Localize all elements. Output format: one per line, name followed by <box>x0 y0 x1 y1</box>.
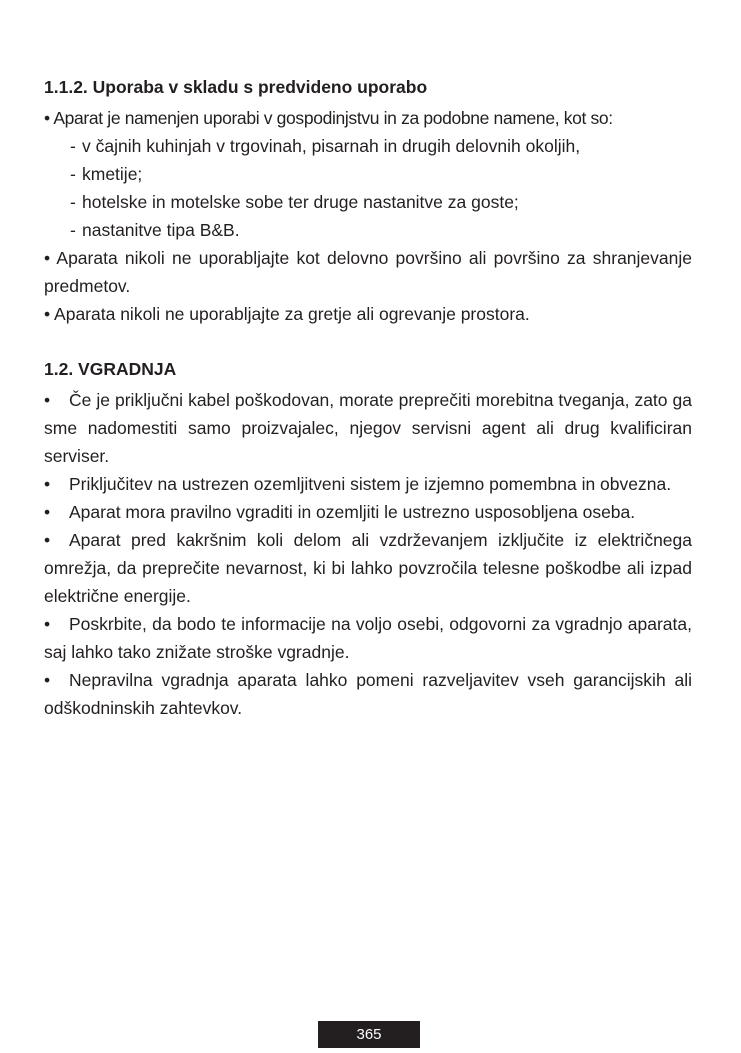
dash-icon: - <box>70 164 76 184</box>
list-item: - v čajnih kuhinjah v trgovinah, pisarnah in drugih delovnih okoljih, <box>44 132 692 160</box>
dash-icon: - <box>70 220 76 240</box>
paragraph: • Aparat pred kakršnim koli delom ali vzdrževanjem izključite iz električnega omrežja, da preprečite nevarnost, ki bi lahko povzročila telesne poškodbe ali izpad električne energije. <box>44 526 692 610</box>
bullet-icon: • <box>44 304 51 324</box>
bullet-icon: • <box>44 390 51 410</box>
intro-text: Aparat je namenjen uporabi v gospodinjstvu in za podobne namene, kot so: <box>53 108 613 128</box>
intro-paragraph <box>44 104 692 132</box>
paragraph: • Aparata nikoli ne uporabljajte za gretje ali ogrevanje prostora. <box>44 300 692 328</box>
list-item: - hotelske in motelske sobe ter druge nastanitve za goste; <box>44 188 692 216</box>
paragraph: • Nepravilna vgradnja aparata lahko pomeni razveljavitev vseh garancijskih ali odškodninskih zahtevkov. <box>44 666 692 722</box>
document-page <box>44 76 692 722</box>
paragraph: • Priključitev na ustrezen ozemljitveni sistem je izjemno pomembna in obvezna. <box>44 470 692 498</box>
bullet-icon: • <box>44 474 51 494</box>
paragraph: • Če je priključni kabel poškodovan, morate preprečiti morebitna tveganja, zato ga sme nadomestiti samo proizvajalec, njegov servisni agent ali drug kvalificiran serviser. <box>44 386 692 470</box>
paragraph: • Poskrbite, da bodo te informacije na voljo osebi, odgovorni za vgradnjo aparata, saj lahko tako znižate stroške vgradnje. <box>44 610 692 666</box>
section-heading-1-2: 1.2. VGRADNJA <box>44 359 177 379</box>
bullet-icon: • <box>44 502 51 522</box>
bullet-icon: • <box>44 670 51 690</box>
dash-icon: - <box>70 192 76 212</box>
bullet-icon: • <box>44 108 50 128</box>
paragraph: • Aparata nikoli ne uporabljajte kot delovno površino ali površino za shranjevanje predmetov. <box>44 244 692 300</box>
paragraph: • Aparat mora pravilno vgraditi in ozemljiti le ustrezno usposobljena oseba. <box>44 498 692 526</box>
bullet-icon: • <box>44 530 51 550</box>
section-heading-1-1-2: 1.1.2. Uporaba v skladu s predvideno uporabo <box>44 77 428 97</box>
bullet-icon: • <box>44 614 51 634</box>
list-item: - nastanitve tipa B&B. <box>44 216 692 244</box>
bullet-icon: • <box>44 248 51 268</box>
dash-icon: - <box>70 136 76 156</box>
page-number: 365 <box>318 1021 420 1048</box>
list-item: - kmetije; <box>44 160 692 188</box>
